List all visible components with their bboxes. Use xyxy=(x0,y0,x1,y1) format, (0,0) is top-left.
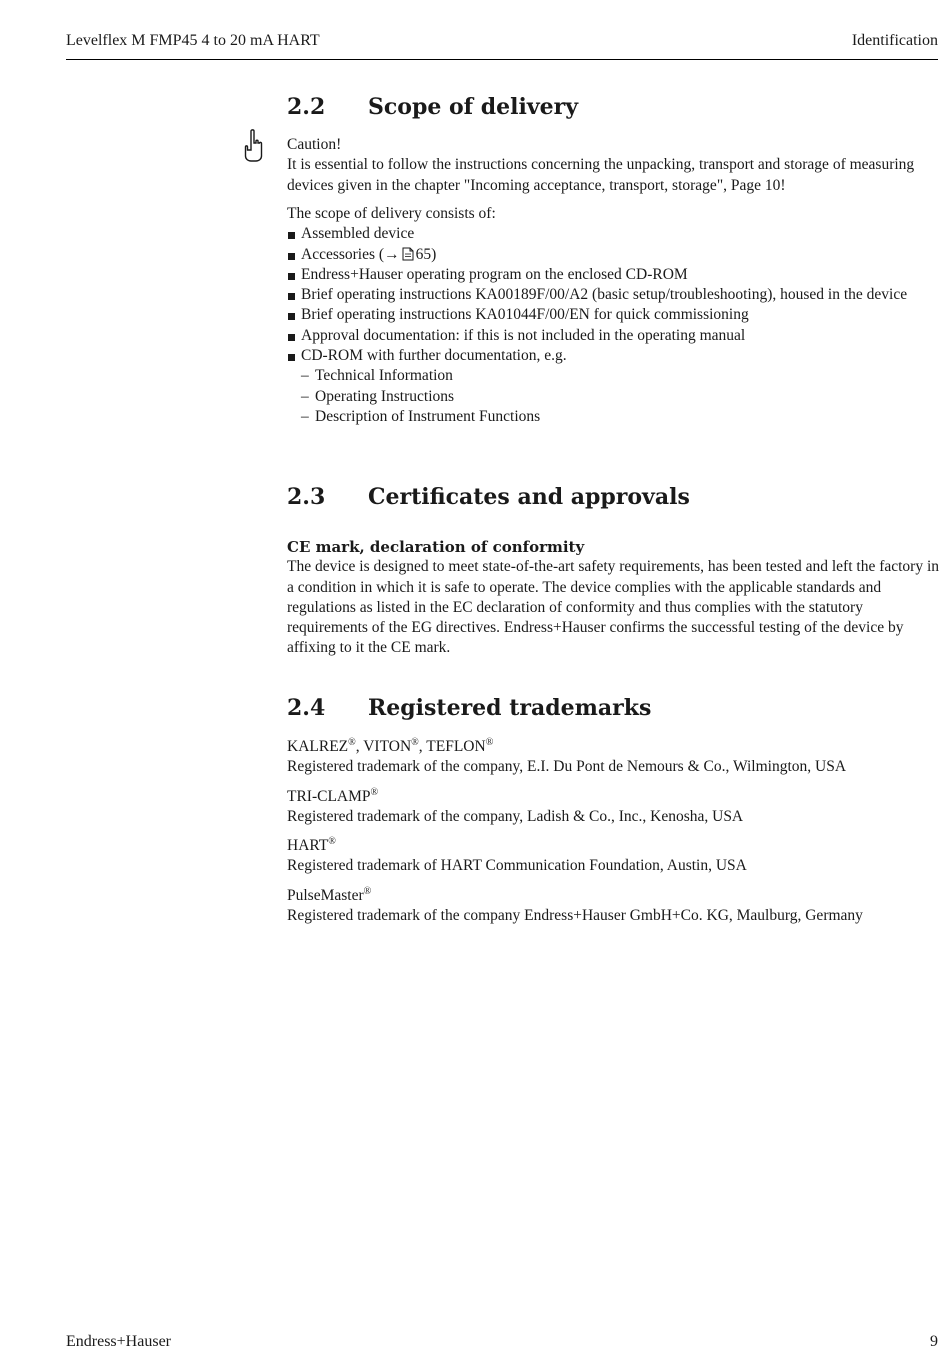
list-item: Assembled device xyxy=(287,224,942,244)
sub-list-item: – Operating Instructions xyxy=(301,387,942,407)
list-item: Brief operating instructions KA01044F/00/EN for quick commissioning xyxy=(287,305,942,325)
trademark-description: Registered trademark of HART Communication Foundation, Austin, USA xyxy=(287,857,747,875)
trademark-names xyxy=(287,836,942,856)
cdrom-sublist xyxy=(301,366,942,427)
trademark-name: HART xyxy=(287,837,329,855)
sub-list-item: – Technical Information xyxy=(301,366,942,386)
section-number: 2.4 xyxy=(287,695,326,721)
caution-text: It is essential to follow the instructions concerning the unpacking, transport and storage of measuring devices given in the chapter "Incoming acceptance, transport, storage", Page 10! xyxy=(287,156,915,194)
page-number: 9 xyxy=(930,1333,938,1350)
trademark-name: KALREZ xyxy=(287,738,349,755)
header-chapter-title: Identification xyxy=(851,32,938,49)
accessories-text: Accessories (→ xyxy=(301,245,400,263)
page-footer xyxy=(66,1333,938,1351)
trademark-name: TRI-CLAMP xyxy=(287,787,371,805)
trademarks-block xyxy=(287,737,942,935)
ce-mark-block xyxy=(287,537,942,659)
accessories-page-ref: 65) xyxy=(415,245,437,263)
trademark-name: VITON xyxy=(363,738,412,755)
section-heading-trademarks xyxy=(287,695,651,721)
section-number: 2.2 xyxy=(287,94,326,120)
trademark-entry xyxy=(287,787,942,828)
trademark-description: Registered trademark of the company, Ladish & Co., Inc., Kenosha, USA xyxy=(287,807,744,825)
delivery-intro: The scope of delivery consists of: xyxy=(287,205,496,222)
list-item: Endress+Hauser operating program on the enclosed CD-ROM xyxy=(287,265,942,285)
trademark-name: PulseMaster xyxy=(287,886,364,904)
trademark-description: Registered trademark of the company Endress+Hauser GmbH+Co. KG, Maulburg, Germany xyxy=(287,907,863,925)
header-document-title: Levelflex M FMP45 4 to 20 mA HART xyxy=(66,32,320,49)
trademark-entry xyxy=(287,737,942,778)
section-title: Certificates and approvals xyxy=(368,484,690,510)
ce-subheading: CE mark, declaration of conformity xyxy=(287,538,585,556)
trademark-names: KALREZ®, VITON®, TEFLON® xyxy=(287,736,494,755)
caution-label: Caution! xyxy=(287,136,342,153)
caution-block xyxy=(287,135,942,196)
registered-mark: ® xyxy=(411,736,419,748)
registered-mark: ® xyxy=(328,836,336,848)
section-title: Registered trademarks xyxy=(368,695,652,721)
trademark-description: Registered trademark of the company, E.I. Du Pont de Nemours & Co., Wilmington, USA xyxy=(287,758,847,776)
registered-mark: ® xyxy=(370,786,379,798)
page-header xyxy=(66,30,938,60)
trademark-entry xyxy=(287,886,942,927)
ce-body-text: The device is designed to meet state-of-the-art safety requirements, has been tested and left the factory in a condition in which it is safe to operate. The device complies with the applicable standards and regulations as listed in the EC declaration of conformity and thus complies with the statutory requirements of the EG directives. Endress+Hauser confirms the successful testing of the device by affixing to it the CE mark. xyxy=(287,558,940,657)
list-item-cdrom xyxy=(287,346,942,427)
trademark-entry xyxy=(287,836,942,877)
section-heading-certificates xyxy=(287,484,690,510)
list-item: Brief operating instructions KA00189F/00/A2 (basic setup/troubleshooting), housed in the device xyxy=(287,285,942,305)
section-number: 2.3 xyxy=(287,484,326,510)
registered-mark: ® xyxy=(348,736,356,748)
trademark-name: TEFLON xyxy=(426,738,486,755)
trademark-names xyxy=(287,886,942,906)
delivery-list xyxy=(287,224,942,427)
caution-hand-icon xyxy=(242,129,264,163)
registered-mark: ® xyxy=(363,885,372,897)
list-item-accessories xyxy=(287,245,942,265)
cdrom-text: CD-ROM with further documentation, e.g. xyxy=(301,347,567,365)
page-reference-icon xyxy=(402,247,414,261)
registered-mark: ® xyxy=(485,736,494,748)
section-heading-scope xyxy=(287,94,578,120)
delivery-scope-block xyxy=(287,204,942,427)
trademark-names xyxy=(287,787,942,807)
sub-list-item: – Description of Instrument Functions xyxy=(301,407,942,427)
section-title: Scope of delivery xyxy=(368,94,579,120)
footer-company: Endress+Hauser xyxy=(66,1333,171,1350)
list-item: Approval documentation: if this is not included in the operating manual xyxy=(287,326,942,346)
